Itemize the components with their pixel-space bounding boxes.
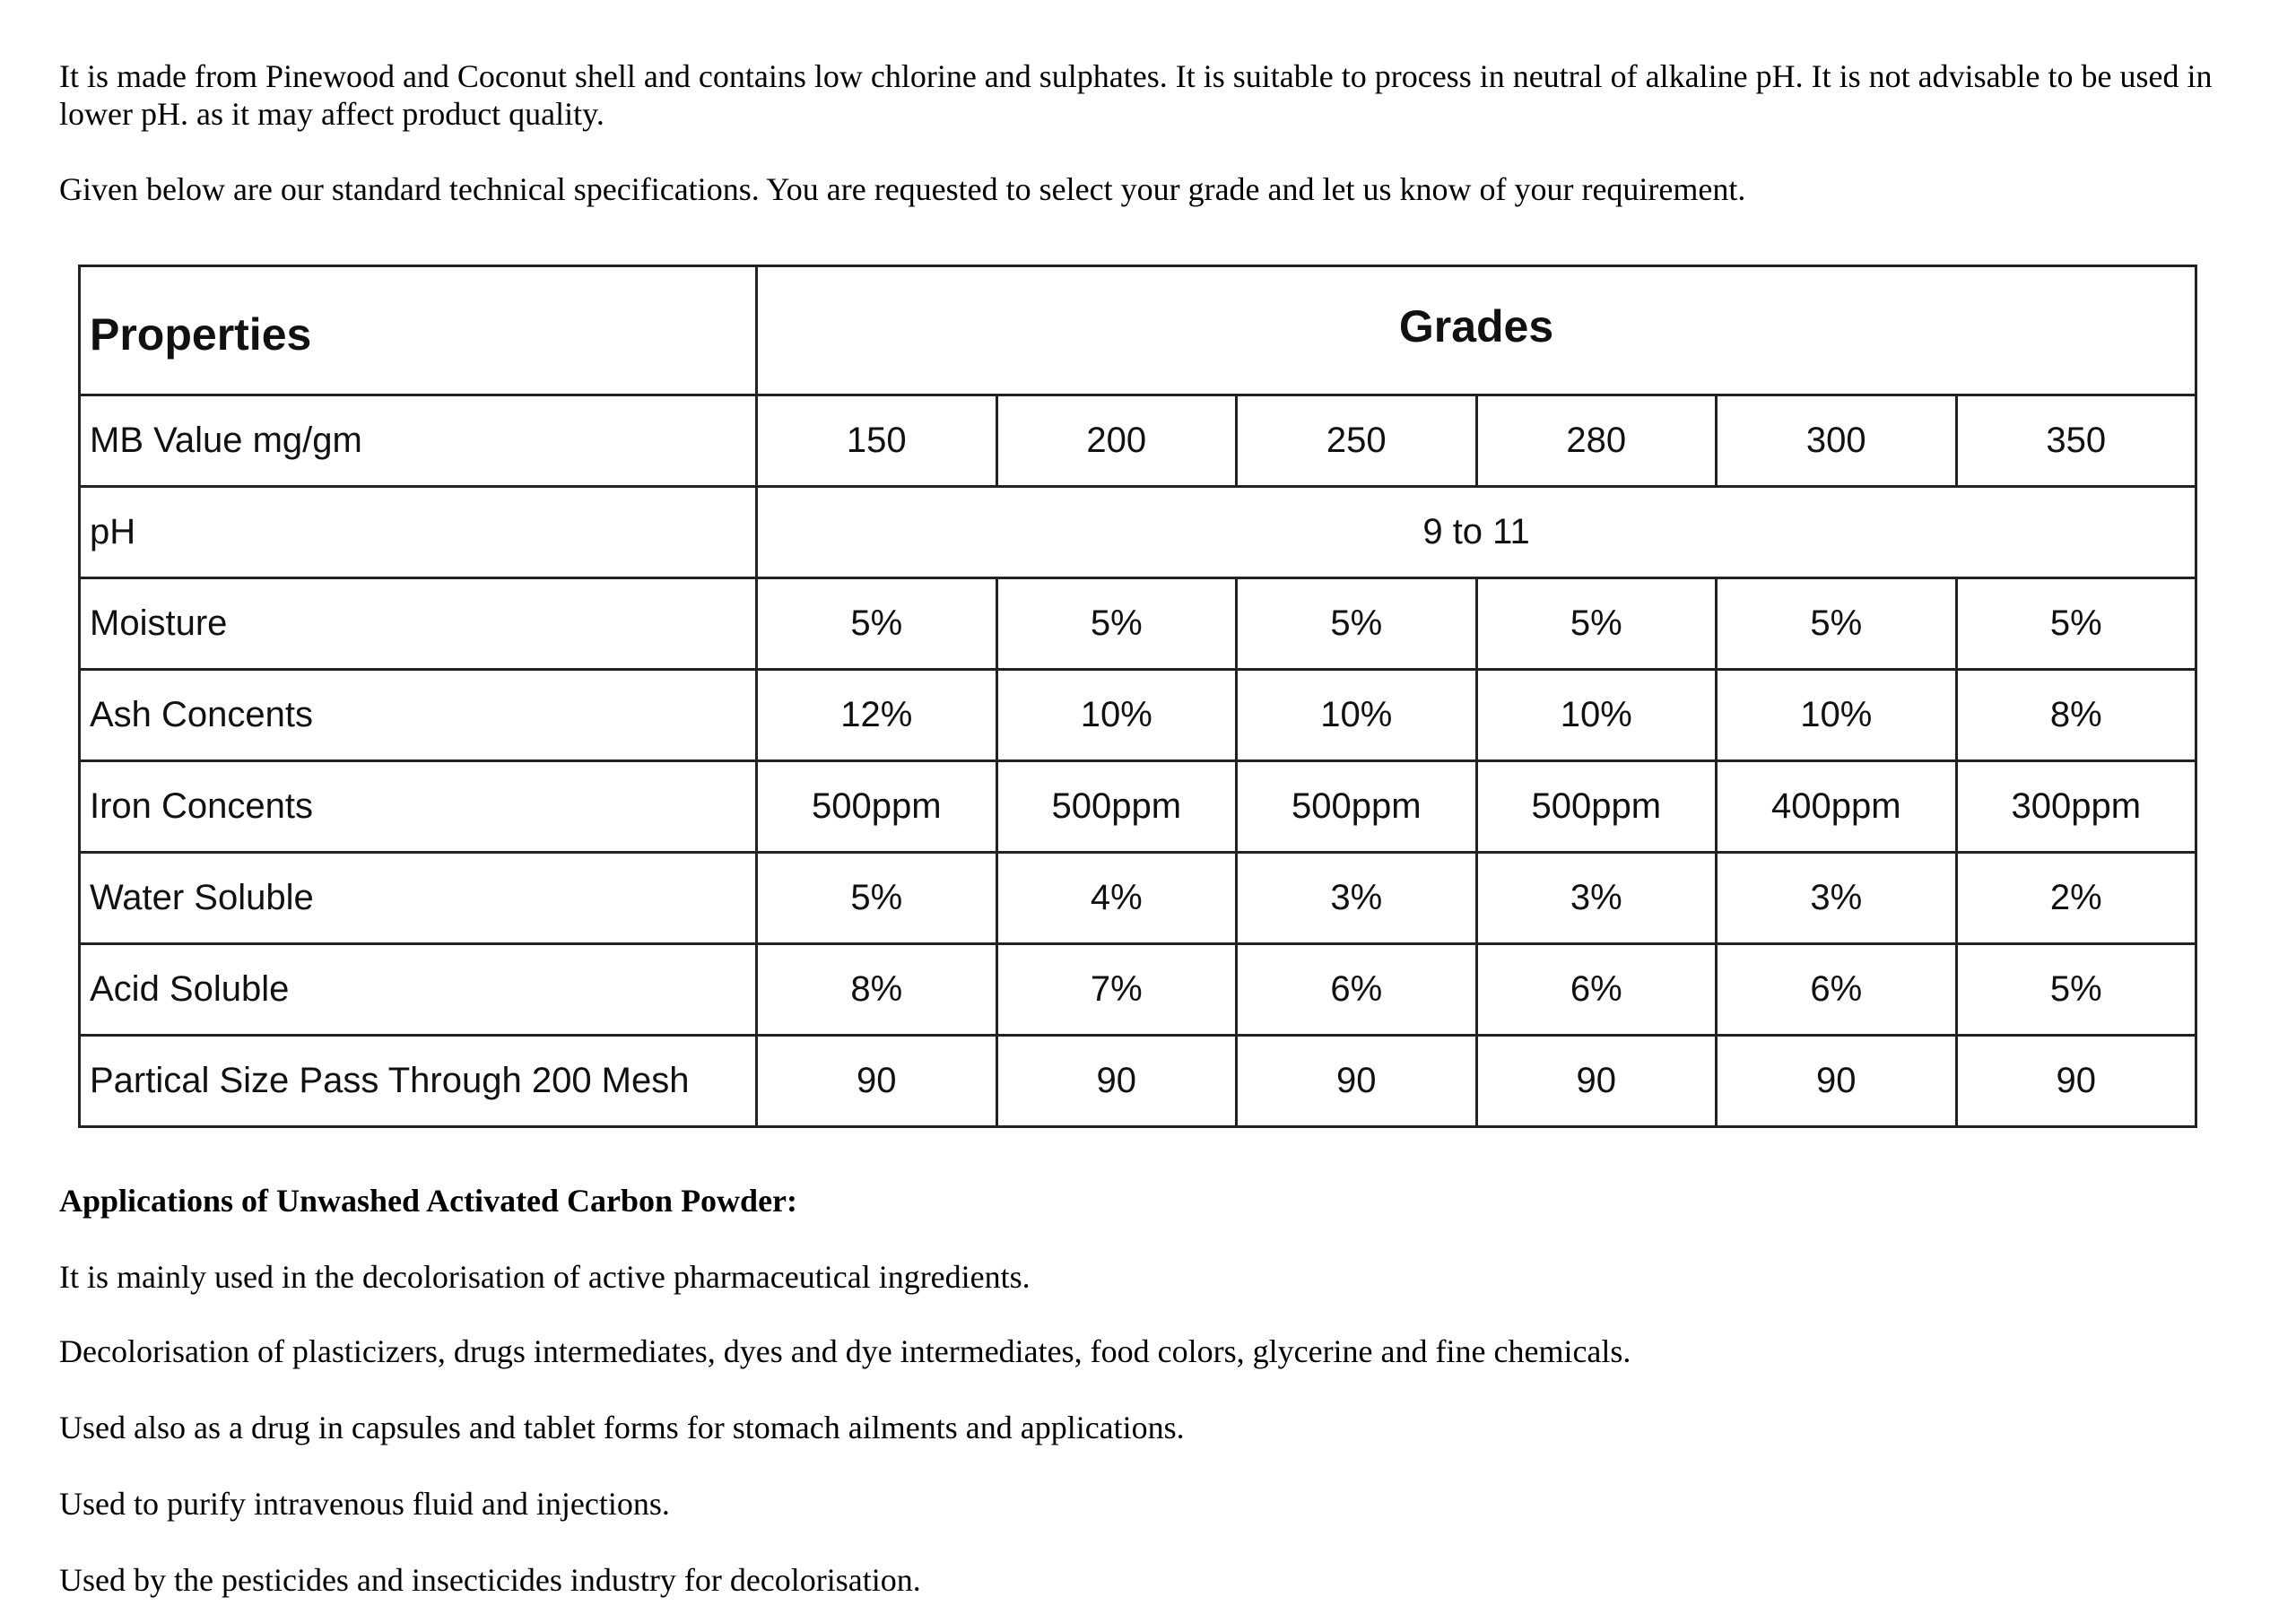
property-label: Ash Concents xyxy=(80,670,757,761)
grade-value: 90 xyxy=(1237,1036,1477,1127)
property-label: Iron Concents xyxy=(80,761,757,853)
table-row-particle-size xyxy=(80,1036,2196,1127)
grade-value: 500ppm xyxy=(1237,761,1477,853)
grade-value: 5% xyxy=(1956,578,2196,670)
grade-value: 350 xyxy=(1956,395,2196,487)
grade-value: 150 xyxy=(757,395,997,487)
property-label: Water Soluble xyxy=(80,853,757,944)
grade-value: 280 xyxy=(1476,395,1717,487)
grade-value: 5% xyxy=(757,578,997,670)
grade-value: 10% xyxy=(1717,670,1957,761)
table-row-ph xyxy=(80,487,2196,578)
property-label: Partical Size Pass Through 200 Mesh xyxy=(80,1036,757,1127)
table-row-moisture xyxy=(80,578,2196,670)
table-header-row xyxy=(80,266,2196,395)
header-properties: Properties xyxy=(80,266,757,395)
specifications-table xyxy=(78,265,2197,1128)
grade-value: 6% xyxy=(1717,944,1957,1036)
grade-value: 7% xyxy=(996,944,1237,1036)
grade-value: 90 xyxy=(1956,1036,2196,1127)
header-grades: Grades xyxy=(757,266,2196,395)
property-label: Moisture xyxy=(80,578,757,670)
grade-value: 5% xyxy=(1237,578,1477,670)
grade-value: 2% xyxy=(1956,853,2196,944)
grade-value: 500ppm xyxy=(757,761,997,853)
grade-value: 400ppm xyxy=(1717,761,1957,853)
grade-value: 8% xyxy=(1956,670,2196,761)
grade-value: 90 xyxy=(757,1036,997,1127)
grade-value: 3% xyxy=(1237,853,1477,944)
table-row-water-soluble xyxy=(80,853,2196,944)
ph-range-value: 9 to 11 xyxy=(757,487,2196,578)
grade-value: 4% xyxy=(996,853,1237,944)
grade-value: 90 xyxy=(996,1036,1237,1127)
grade-value: 5% xyxy=(996,578,1237,670)
grade-value: 3% xyxy=(1717,853,1957,944)
table-row-ash-concents xyxy=(80,670,2196,761)
table-row-iron-concents xyxy=(80,761,2196,853)
grade-value: 10% xyxy=(1476,670,1717,761)
grade-value: 5% xyxy=(757,853,997,944)
grade-value: 90 xyxy=(1476,1036,1717,1127)
intro-paragraph-line-1: It is made from Pinewood and Coconut shell and contains low chlorine and sulphates. It is suitable to process in neutral of alkaline pH. It is not advisable to be used in xyxy=(59,58,2213,94)
application-item: Decolorisation of plasticizers, drugs intermediates, dyes and dye intermediates, food colors, glycerine and fine chemicals. xyxy=(59,1333,1631,1369)
table-row-mb-value xyxy=(80,395,2196,487)
grade-value: 90 xyxy=(1717,1036,1957,1127)
grade-value: 8% xyxy=(757,944,997,1036)
grade-value: 6% xyxy=(1476,944,1717,1036)
table-row-acid-soluble xyxy=(80,944,2196,1036)
grade-value: 5% xyxy=(1956,944,2196,1036)
grade-value: 500ppm xyxy=(1476,761,1717,853)
application-item: Used also as a drug in capsules and tablet forms for stomach ailments and applications. xyxy=(59,1410,1185,1445)
grade-value: 250 xyxy=(1237,395,1477,487)
grade-value: 200 xyxy=(996,395,1237,487)
property-label: MB Value mg/gm xyxy=(80,395,757,487)
grade-value: 6% xyxy=(1237,944,1477,1036)
grade-value: 500ppm xyxy=(996,761,1237,853)
application-item: Used to purify intravenous fluid and injections. xyxy=(59,1486,670,1522)
grade-value: 12% xyxy=(757,670,997,761)
grade-value: 3% xyxy=(1476,853,1717,944)
applications-heading: Applications of Unwashed Activated Carbon Powder: xyxy=(59,1183,798,1219)
grade-value: 5% xyxy=(1476,578,1717,670)
property-label: pH xyxy=(80,487,757,578)
grade-value: 300ppm xyxy=(1956,761,2196,853)
application-item: It is mainly used in the decolorisation of active pharmaceutical ingredients. xyxy=(59,1259,1031,1295)
grade-value: 5% xyxy=(1717,578,1957,670)
grade-value: 10% xyxy=(996,670,1237,761)
property-label: Acid Soluble xyxy=(80,944,757,1036)
grade-value: 10% xyxy=(1237,670,1477,761)
grade-value: 300 xyxy=(1717,395,1957,487)
intro-paragraph-line-2: lower pH. as it may affect product quality. xyxy=(59,96,604,132)
specifications-intro: Given below are our standard technical specifications. You are requested to select your grade and let us know of your requirement. xyxy=(59,171,1746,207)
application-item: Used by the pesticides and insecticides industry for decolorisation. xyxy=(59,1562,921,1598)
